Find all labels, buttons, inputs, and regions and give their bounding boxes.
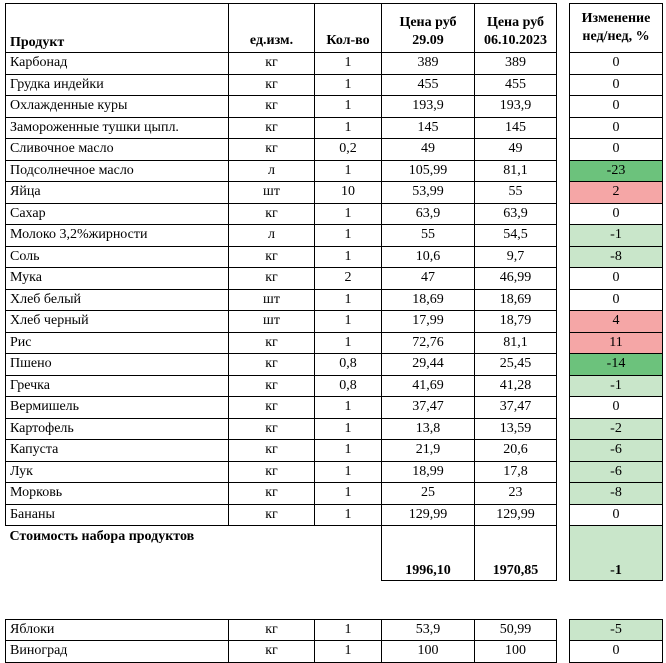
header-unit: ед.изм. xyxy=(229,4,315,53)
spacer-cell xyxy=(229,580,315,619)
change-cell: -6 xyxy=(570,440,663,462)
product-cell: Виноград xyxy=(6,641,229,663)
change-cell: 0 xyxy=(570,203,663,225)
total-label: Стоимость набора продуктов xyxy=(6,526,382,581)
price-1-cell: 25 xyxy=(382,483,475,505)
header-date-2: 06.10.2023 xyxy=(484,33,547,48)
product-cell: Гречка xyxy=(6,375,229,397)
spacer-cell xyxy=(6,580,229,619)
qty-cell: 1 xyxy=(315,418,382,440)
change-cell: 4 xyxy=(570,311,663,333)
column-gap xyxy=(557,526,570,581)
header-change: Изменение нед/нед, % xyxy=(570,4,663,53)
spacer-cell xyxy=(557,580,570,619)
change-cell: -1 xyxy=(570,225,663,247)
price-2-cell: 49 xyxy=(475,139,557,161)
qty-cell: 1 xyxy=(315,397,382,419)
product-cell: Вермишель xyxy=(6,397,229,419)
table-row xyxy=(6,74,663,96)
price-1-cell: 72,76 xyxy=(382,332,475,354)
column-gap xyxy=(557,375,570,397)
price-2-cell: 46,99 xyxy=(475,268,557,290)
product-cell: Пшено xyxy=(6,354,229,376)
table-row xyxy=(6,354,663,376)
price-2-cell: 129,99 xyxy=(475,504,557,526)
unit-cell: кг xyxy=(229,203,315,225)
price-2-cell: 54,5 xyxy=(475,225,557,247)
change-cell: 0 xyxy=(570,117,663,139)
header-date-1: 29.09 xyxy=(412,33,444,48)
change-cell: 2 xyxy=(570,182,663,204)
column-gap xyxy=(557,461,570,483)
column-gap xyxy=(557,332,570,354)
column-gap xyxy=(557,483,570,505)
header-price-2 xyxy=(475,4,557,53)
column-gap xyxy=(557,311,570,333)
unit-cell: кг xyxy=(229,375,315,397)
qty-cell: 1 xyxy=(315,203,382,225)
unit-cell: кг xyxy=(229,619,315,641)
price-2-cell: 81,1 xyxy=(475,160,557,182)
column-gap xyxy=(557,225,570,247)
table-row xyxy=(6,619,663,641)
table-row xyxy=(6,289,663,311)
product-cell: Карбонад xyxy=(6,53,229,75)
change-cell: -1 xyxy=(570,375,663,397)
total-change: -1 xyxy=(570,526,663,581)
qty-cell: 1 xyxy=(315,160,382,182)
price-1-cell: 129,99 xyxy=(382,504,475,526)
product-cell: Мука xyxy=(6,268,229,290)
unit-cell: кг xyxy=(229,268,315,290)
column-gap xyxy=(557,53,570,75)
column-gap xyxy=(557,619,570,641)
product-cell: Яйца xyxy=(6,182,229,204)
change-cell: 0 xyxy=(570,397,663,419)
unit-cell: шт xyxy=(229,182,315,204)
price-1-cell: 105,99 xyxy=(382,160,475,182)
column-gap xyxy=(557,641,570,663)
change-cell: -8 xyxy=(570,246,663,268)
qty-cell: 1 xyxy=(315,619,382,641)
spacer-cell xyxy=(315,580,382,619)
price-2-cell: 25,45 xyxy=(475,354,557,376)
column-gap xyxy=(557,440,570,462)
total-row xyxy=(6,526,663,581)
price-2-cell: 41,28 xyxy=(475,375,557,397)
unit-cell: л xyxy=(229,225,315,247)
column-gap xyxy=(557,182,570,204)
table-row xyxy=(6,246,663,268)
qty-cell: 10 xyxy=(315,182,382,204)
price-2-cell: 37,47 xyxy=(475,397,557,419)
qty-cell: 1 xyxy=(315,641,382,663)
spacer-cell xyxy=(570,580,663,619)
change-cell: 0 xyxy=(570,289,663,311)
product-cell: Картофель xyxy=(6,418,229,440)
price-2-cell: 455 xyxy=(475,74,557,96)
qty-cell: 0,8 xyxy=(315,354,382,376)
unit-cell: кг xyxy=(229,418,315,440)
product-cell: Охлажденные куры xyxy=(6,96,229,118)
product-cell: Сахар xyxy=(6,203,229,225)
table-row xyxy=(6,139,663,161)
product-cell: Замороженные тушки цыпл. xyxy=(6,117,229,139)
unit-cell: шт xyxy=(229,289,315,311)
price-1-cell: 49 xyxy=(382,139,475,161)
column-gap xyxy=(557,354,570,376)
column-gap xyxy=(557,160,570,182)
table-row xyxy=(6,268,663,290)
change-cell: 0 xyxy=(570,96,663,118)
unit-cell: кг xyxy=(229,139,315,161)
price-1-cell: 17,99 xyxy=(382,311,475,333)
change-cell: 11 xyxy=(570,332,663,354)
price-1-cell: 100 xyxy=(382,641,475,663)
header-qty: Кол-во xyxy=(315,4,382,53)
product-cell: Молоко 3,2%жирности xyxy=(6,225,229,247)
price-2-cell: 18,79 xyxy=(475,311,557,333)
unit-cell: шт xyxy=(229,311,315,333)
table-row xyxy=(6,397,663,419)
price-2-cell: 81,1 xyxy=(475,332,557,354)
header-row xyxy=(6,4,663,53)
price-1-cell: 455 xyxy=(382,74,475,96)
unit-cell: кг xyxy=(229,354,315,376)
header-product: Продукт xyxy=(6,4,229,53)
change-cell: -23 xyxy=(570,160,663,182)
header-price-label-1: Цена руб xyxy=(399,15,457,30)
table-row xyxy=(6,641,663,663)
column-gap xyxy=(557,418,570,440)
qty-cell: 2 xyxy=(315,268,382,290)
price-1-cell: 145 xyxy=(382,117,475,139)
table-row xyxy=(6,332,663,354)
change-cell: 0 xyxy=(570,74,663,96)
column-gap xyxy=(557,4,570,53)
unit-cell: л xyxy=(229,160,315,182)
price-1-cell: 13,8 xyxy=(382,418,475,440)
unit-cell: кг xyxy=(229,74,315,96)
table-row xyxy=(6,440,663,462)
price-1-cell: 193,9 xyxy=(382,96,475,118)
price-2-cell: 100 xyxy=(475,641,557,663)
spacer-cell xyxy=(475,580,557,619)
unit-cell: кг xyxy=(229,440,315,462)
product-cell: Бананы xyxy=(6,504,229,526)
unit-cell: кг xyxy=(229,483,315,505)
price-2-cell: 17,8 xyxy=(475,461,557,483)
change-cell: 0 xyxy=(570,53,663,75)
product-cell: Морковь xyxy=(6,483,229,505)
qty-cell: 1 xyxy=(315,311,382,333)
price-1-cell: 53,99 xyxy=(382,182,475,204)
change-cell: -6 xyxy=(570,461,663,483)
table-row xyxy=(6,375,663,397)
column-gap xyxy=(557,139,570,161)
spacer-cell xyxy=(382,580,475,619)
change-cell: -14 xyxy=(570,354,663,376)
price-table xyxy=(5,3,663,663)
qty-cell: 1 xyxy=(315,53,382,75)
price-1-cell: 55 xyxy=(382,225,475,247)
unit-cell: кг xyxy=(229,397,315,419)
table-row xyxy=(6,418,663,440)
unit-cell: кг xyxy=(229,504,315,526)
column-gap xyxy=(557,74,570,96)
price-2-cell: 63,9 xyxy=(475,203,557,225)
qty-cell: 1 xyxy=(315,483,382,505)
unit-cell: кг xyxy=(229,332,315,354)
price-1-cell: 21,9 xyxy=(382,440,475,462)
table-row xyxy=(6,225,663,247)
column-gap xyxy=(557,504,570,526)
price-1-cell: 18,69 xyxy=(382,289,475,311)
price-2-cell: 20,6 xyxy=(475,440,557,462)
price-2-cell: 389 xyxy=(475,53,557,75)
price-1-cell: 10,6 xyxy=(382,246,475,268)
price-2-cell: 145 xyxy=(475,117,557,139)
change-cell: 0 xyxy=(570,504,663,526)
qty-cell: 1 xyxy=(315,504,382,526)
column-gap xyxy=(557,203,570,225)
column-gap xyxy=(557,397,570,419)
price-1-cell: 47 xyxy=(382,268,475,290)
product-cell: Хлеб черный xyxy=(6,311,229,333)
qty-cell: 1 xyxy=(315,289,382,311)
qty-cell: 1 xyxy=(315,117,382,139)
qty-cell: 1 xyxy=(315,225,382,247)
product-cell: Лук xyxy=(6,461,229,483)
change-cell: 0 xyxy=(570,139,663,161)
total-price-2: 1970,85 xyxy=(475,526,557,581)
product-cell: Хлеб белый xyxy=(6,289,229,311)
price-2-cell: 55 xyxy=(475,182,557,204)
change-cell: 0 xyxy=(570,641,663,663)
price-2-cell: 9,7 xyxy=(475,246,557,268)
qty-cell: 0,8 xyxy=(315,375,382,397)
qty-cell: 1 xyxy=(315,246,382,268)
unit-cell: кг xyxy=(229,96,315,118)
column-gap xyxy=(557,289,570,311)
price-2-cell: 50,99 xyxy=(475,619,557,641)
price-2-cell: 193,9 xyxy=(475,96,557,118)
unit-cell: кг xyxy=(229,461,315,483)
product-cell: Капуста xyxy=(6,440,229,462)
price-2-cell: 23 xyxy=(475,483,557,505)
column-gap xyxy=(557,246,570,268)
table-row xyxy=(6,53,663,75)
table-row xyxy=(6,160,663,182)
qty-cell: 1 xyxy=(315,96,382,118)
table-row xyxy=(6,311,663,333)
price-1-cell: 18,99 xyxy=(382,461,475,483)
change-cell: -2 xyxy=(570,418,663,440)
total-price-1: 1996,10 xyxy=(382,526,475,581)
column-gap xyxy=(557,117,570,139)
unit-cell: кг xyxy=(229,246,315,268)
qty-cell: 1 xyxy=(315,332,382,354)
header-price-label-2: Цена руб xyxy=(486,15,545,30)
unit-cell: кг xyxy=(229,53,315,75)
table-row xyxy=(6,96,663,118)
column-gap xyxy=(557,96,570,118)
price-2-cell: 18,69 xyxy=(475,289,557,311)
product-cell: Сливочное масло xyxy=(6,139,229,161)
qty-cell: 0,2 xyxy=(315,139,382,161)
price-1-cell: 389 xyxy=(382,53,475,75)
table-row xyxy=(6,461,663,483)
product-cell: Подсолнечное масло xyxy=(6,160,229,182)
table-row xyxy=(6,483,663,505)
product-cell: Соль xyxy=(6,246,229,268)
price-2-cell: 13,59 xyxy=(475,418,557,440)
header-price-1 xyxy=(382,4,475,53)
price-1-cell: 29,44 xyxy=(382,354,475,376)
table-row xyxy=(6,182,663,204)
table-row xyxy=(6,504,663,526)
price-1-cell: 37,47 xyxy=(382,397,475,419)
product-cell: Грудка индейки xyxy=(6,74,229,96)
table-row xyxy=(6,203,663,225)
price-1-cell: 53,9 xyxy=(382,619,475,641)
change-cell: -5 xyxy=(570,619,663,641)
table-row xyxy=(6,117,663,139)
price-1-cell: 41,69 xyxy=(382,375,475,397)
qty-cell: 1 xyxy=(315,461,382,483)
unit-cell: кг xyxy=(229,117,315,139)
spacer-row xyxy=(6,580,663,619)
qty-cell: 1 xyxy=(315,74,382,96)
change-cell: 0 xyxy=(570,268,663,290)
change-cell: -8 xyxy=(570,483,663,505)
product-cell: Яблоки xyxy=(6,619,229,641)
qty-cell: 1 xyxy=(315,440,382,462)
product-cell: Рис xyxy=(6,332,229,354)
column-gap xyxy=(557,268,570,290)
price-1-cell: 63,9 xyxy=(382,203,475,225)
unit-cell: кг xyxy=(229,641,315,663)
